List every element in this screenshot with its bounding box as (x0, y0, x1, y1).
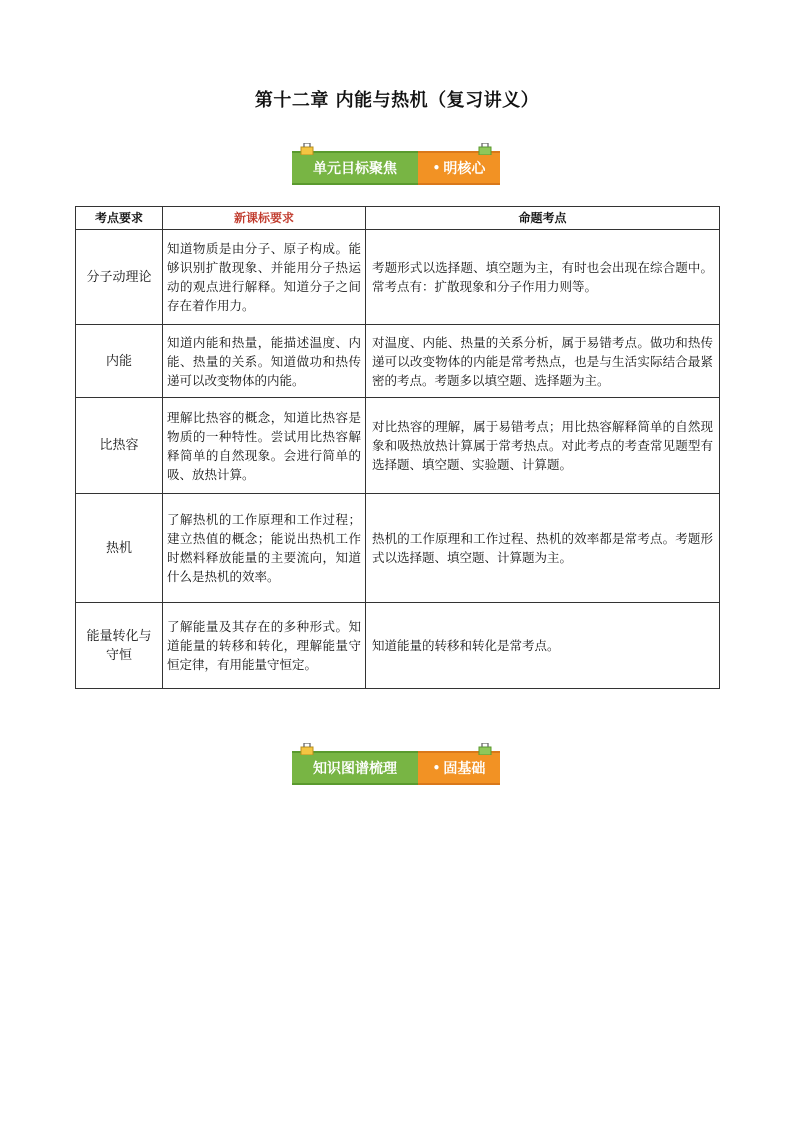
table-row (76, 325, 720, 398)
section-banner-knowledge (292, 751, 500, 785)
banner-goals-tag (418, 151, 500, 185)
row-topic: 内能 (76, 325, 163, 398)
dot-icon: • (432, 161, 441, 175)
binder-clip-icon (300, 743, 314, 755)
row-exam: 知道能量的转移和转化是常考点。 (366, 603, 720, 689)
row-requirement: 理解比热容的概念，知道比热容是物质的一种特性。尝试用比热容解释简单的自然现象。会进行简单的吸、放热计算。 (163, 398, 366, 494)
banner-goals-label: 单元目标聚焦 (292, 151, 418, 185)
row-exam: 考题形式以选择题、填空题为主，有时也会出现在综合题中。常考点有：扩散现象和分子作用力则等。 (366, 230, 720, 325)
row-topic: 热机 (76, 494, 163, 603)
row-requirement: 了解能量及其存在的多种形式。知道能量的转移和转化，理解能量守恒定律，有用能量守恒定。 (163, 603, 366, 689)
row-requirement: 了解热机的工作原理和工作过程；建立热值的概念；能说出热机工作时燃料释放能量的主要流向，知道什么是热机的效率。 (163, 494, 366, 603)
header-exam: 命题考点 (366, 207, 720, 230)
banner-knowledge-tag-text: 固基础 (443, 761, 486, 777)
row-exam: 对温度、内能、热量的关系分析，属于易错考点。做功和热传递可以改变物体的内能是常考热点，也是与生活实际结合最紧密的考点。考题多以填空题、选择题为主。 (366, 325, 720, 398)
row-topic: 能量转化与守恒 (76, 603, 163, 689)
row-topic: 分子动理论 (76, 230, 163, 325)
section-banner-goals (292, 151, 500, 185)
binder-clip-icon (300, 143, 314, 155)
row-requirement: 知道内能和热量，能描述温度、内能、热量的关系。知道做功和热传递可以改变物体的内能。 (163, 325, 366, 398)
row-topic: 比热容 (76, 398, 163, 494)
banner-knowledge-tag (418, 751, 500, 785)
table-row (76, 230, 720, 325)
row-exam: 热机的工作原理和工作过程、热机的效率都是常考点。考题形式以选择题、填空题、计算题为主。 (366, 494, 720, 603)
table-row (76, 603, 720, 689)
page-title: 第十二章 内能与热机（复习讲义） (254, 90, 540, 111)
row-requirement: 知道物质是由分子、原子构成。能够识别扩散现象、并能用分子热运动的观点进行解释。知道分子之间存在着作用力。 (163, 230, 366, 325)
header-topic: 考点要求 (76, 207, 163, 230)
row-exam: 对比热容的理解，属于易错考点；用比热容解释简单的自然现象和吸热放热计算属于常考热点。对此考点的考查常见题型有选择题、填空题、实验题、计算题。 (366, 398, 720, 494)
binder-clip-icon (478, 143, 492, 155)
objectives-table (75, 206, 720, 689)
binder-clip-icon (478, 743, 492, 755)
dot-icon: • (432, 761, 441, 775)
table-row (76, 494, 720, 603)
table-header-row (76, 207, 720, 230)
table-row (76, 398, 720, 494)
banner-goals-tag-text: 明核心 (443, 161, 486, 177)
banner-knowledge-label: 知识图谱梳理 (292, 751, 418, 785)
header-requirement: 新课标要求 (163, 207, 366, 230)
